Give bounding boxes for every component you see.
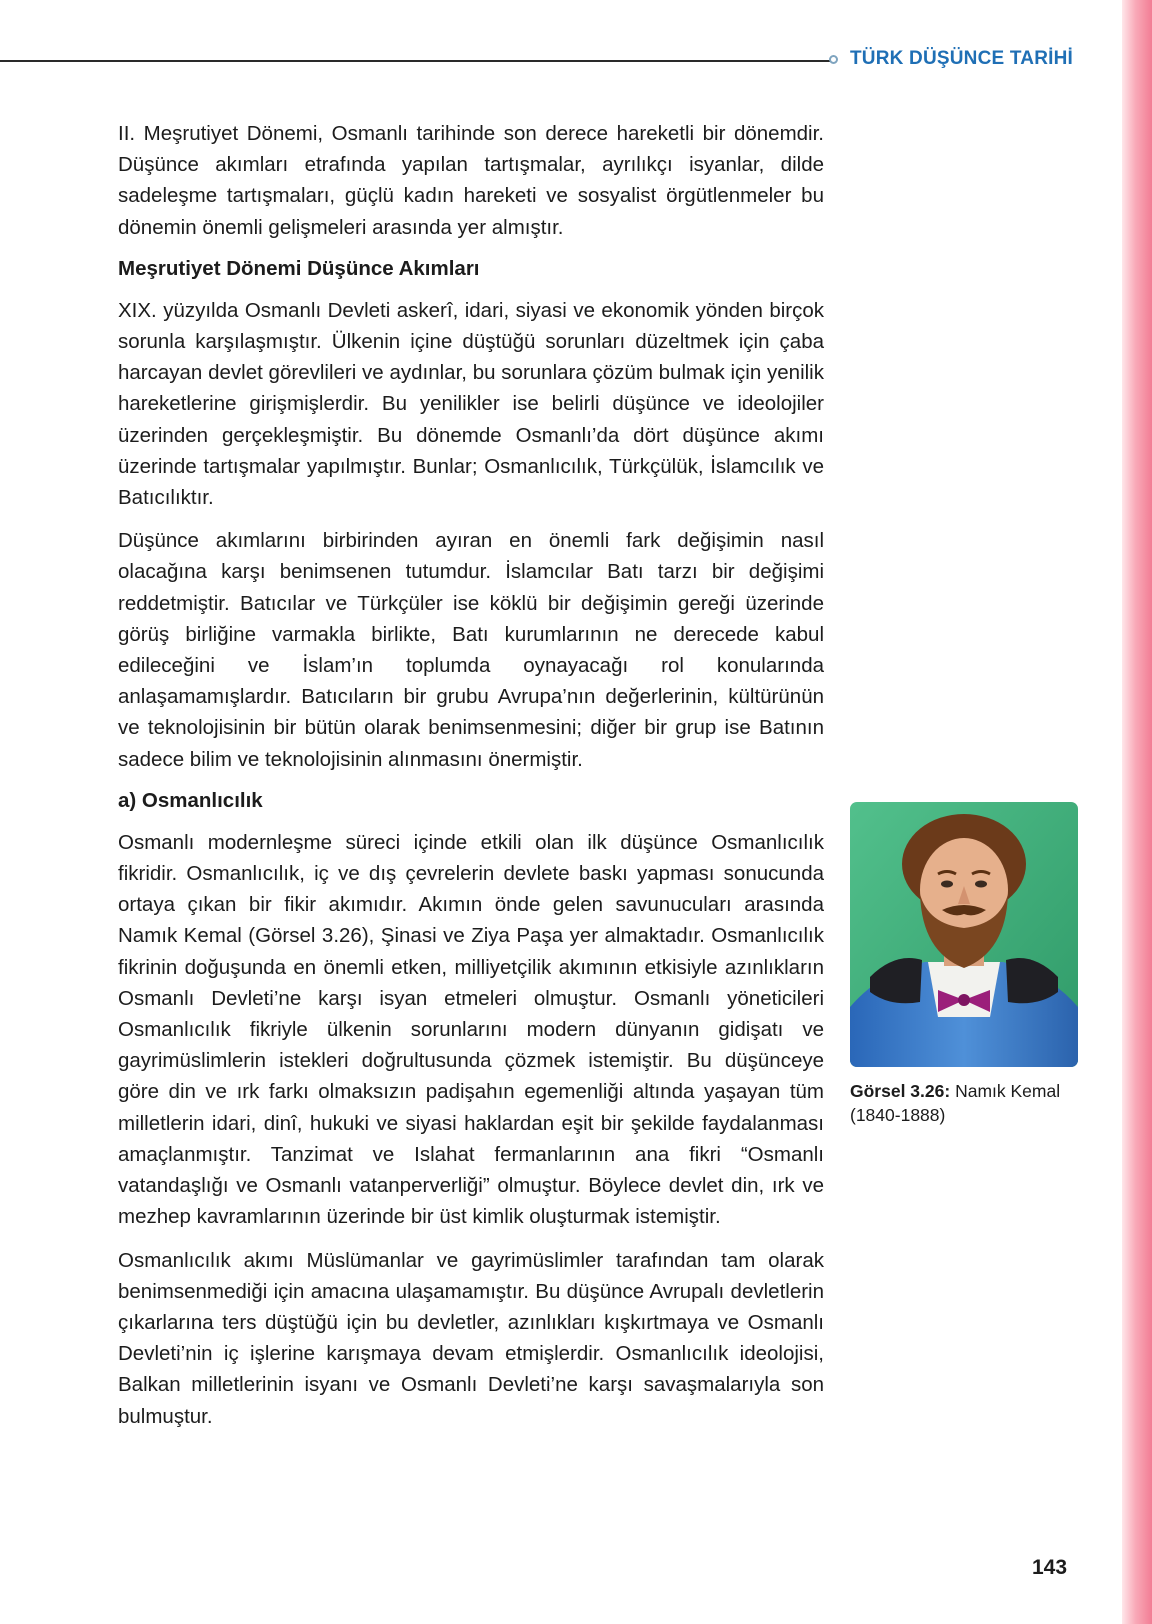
section-heading: Meşrutiyet Dönemi Düşünce Akımları bbox=[118, 256, 480, 280]
subsection-paragraph: Osmanlıcılık akımı Müslümanlar ve gayrimüslimler tarafından tam olarak benimsenmediği için amacına ulaşamamıştır. Bu düşünce Avrupalı devletlerin çıkarlarına ters düştüğü için bu devletler, azınlıkları kışkırtmaya ve Osmanlı Devleti’nin iç işlerine karışmaya devam etmişlerdir. Osmanlıcılık ideolojisi, Balkan milletlerinin isyanı ve Osmanlı Devleti’ne karşı savaşmalarıyla son bulmuştur. bbox=[118, 1248, 824, 1428]
section-paragraph: Düşünce akımlarını birbirinden ayıran en önemli fark değişimin nasıl olacağına karşı benimsenen tutumdur. İslamcılar Batı tarzı bir değişimi reddetmiştir. Batıcılar ve Türkçüler ise köklü bir değişimin gereği üzerinde görüş birliğine varmakla birlikte, Batı kurumlarının ne derecede kabul edileceğini ve İslam’ın toplumda oynayacağı rol konularında anlaşamamışlardır. Batıcıların bir grubu Avrupa’nın değerlerinin, kültürünün ve teknolojisinin bir bütün olarak benimsenmesini; diğer bir grup ise Batının sadece bilim ve teknolojisinin alınmasını önermiştir. bbox=[118, 529, 824, 771]
figure-caption bbox=[850, 1079, 1078, 1127]
page-number: 143 bbox=[1032, 1556, 1068, 1579]
main-content bbox=[118, 118, 824, 1444]
subsection-paragraph: Osmanlı modernleşme süreci içinde etkili olan ilk düşünce Osmanlıcılık fikridir. Osmanlıcılık, iç ve dış çevrelerin devlete baskı yapması sonucunda ortaya çıkan bir fikir akımıdır. Akımın önde gelen savunucuları arasında Namık Kemal (Görsel 3.26), Şinasi ve Ziya Paşa yer almaktadır. Osmanlıcılık fikrinin doğuşunda en önemli etken, milliyetçilik akımının etkisiyle azınlıkların Osmanlı Devleti’ne karşı isyan etmeleri olmuştur. Osmanlı yöneticileri Osmanlıcılık fikriyle ülkenin sorunlarını modern dünyanın gidişatı ve gayrimüslimlerin istekleri doğrultusunda çözmek istemiştir. Bu düşünceye göre din ve ırk farkı olmaksızın padişahın egemenliği altında yaşayan tüm milletlerin idari, dinî, hukuki ve siyasi haklardan eşit bir şekilde faydalanması amaçlanmıştır. Tanzimat ve Islahat fermanlarının ana fikri “Osmanlı vatandaşlığı ve Osmanlı vatanperverliği” olmuştur. Böylece devlet din, ırk ve mezhep kavramlarının üzerinde bir üst kimlik oluşturmak istemiştir. bbox=[118, 830, 824, 1229]
section-paragraph: XIX. yüzyılda Osmanlı Devleti askerî, idari, siyasi ve ekonomik yönden birçok sorunla karşılaşmıştır. Ülkenin içine düştüğü sorunları düzeltmek için çaba harcayan devlet görevlileri ve aydınlar, bu sorunlara çözüm bulmak için yenilik hareketlerine girişmişlerdir. Bu yenilikler ise belirli düşünce ve ideolojiler üzerinden gerçekleşmiştir. Bu dönemde Osmanlı’da dört düşünce akımı üzerinde tartışmalar yapılmıştır. Bunlar; Osmanlıcılık, Türkçülük, İslamcılık ve Batıcılıktır. bbox=[118, 298, 824, 510]
caption-years: (1840-1888) bbox=[850, 1105, 946, 1125]
caption-text: Namık Kemal bbox=[955, 1081, 1061, 1101]
running-title: TÜRK DÜŞÜNCE TARİHİ bbox=[850, 48, 1073, 69]
figure-namik-kemal bbox=[850, 802, 1078, 1127]
portrait-image bbox=[850, 802, 1078, 1067]
subsection-heading: a) Osmanlıcılık bbox=[118, 788, 263, 812]
header-rule-end-dot bbox=[829, 55, 838, 64]
header-rule bbox=[0, 60, 830, 62]
page-edge-stripe bbox=[1122, 0, 1152, 1624]
intro-paragraph: II. Meşrutiyet Dönemi, Osmanlı tarihinde son derece hareketli bir dönemdir. Düşünce akımları etrafında yapılan tartışmalar, ayrılıkçı isyanlar, dilde sadeleşme tartışmaları, güçlü kadın hareketi ve sosyalist örgütlenmeler bu dönemin önemli gelişmeleri arasında yer almıştır. bbox=[118, 122, 824, 239]
caption-label: Görsel 3.26: bbox=[850, 1081, 951, 1101]
